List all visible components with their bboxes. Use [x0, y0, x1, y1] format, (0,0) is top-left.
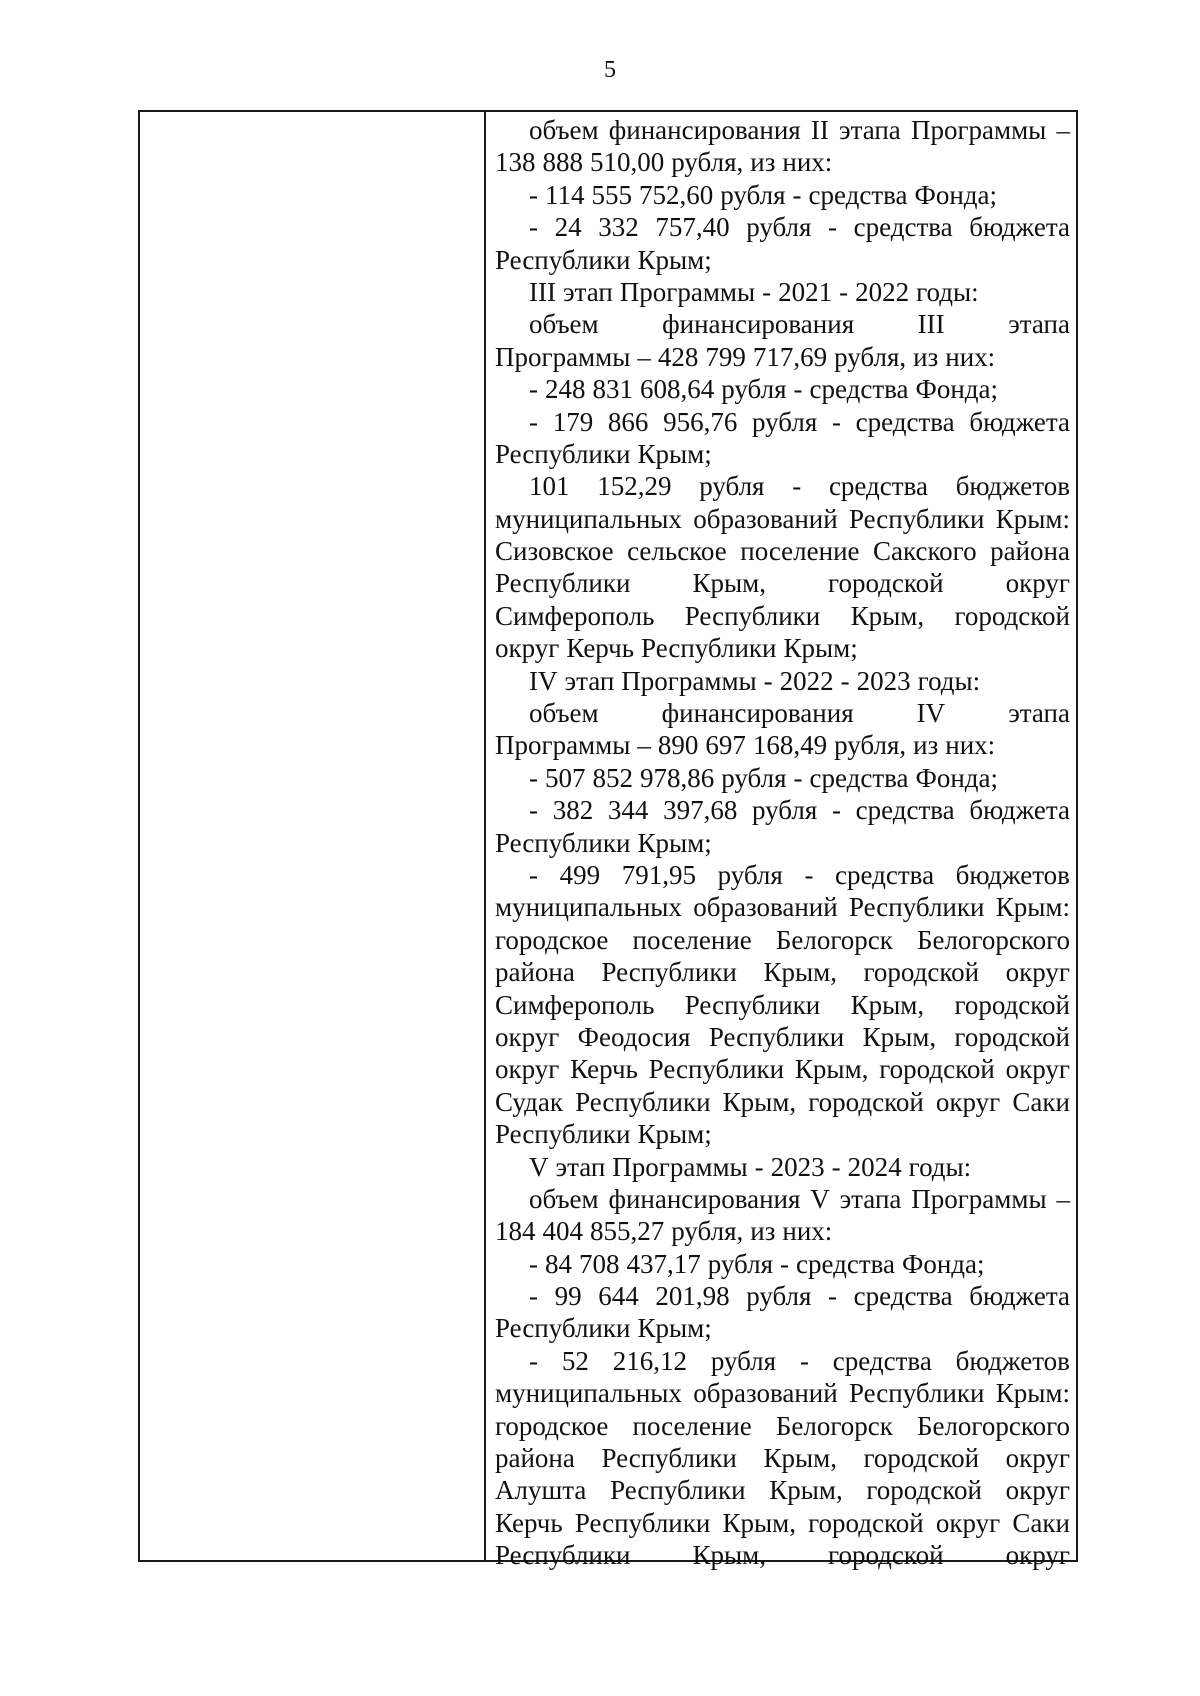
text-line: муниципальных образований Республики Крым:: [495, 503, 1070, 534]
text-line: - 84 708 437,17 рубля - средства Фонда;: [529, 1248, 985, 1279]
text-line: - 382 344 397,68 рубля - средства бюджета: [529, 795, 1070, 826]
text-line: - 248 831 608,64 рубля - средства Фонда;: [529, 374, 999, 405]
text-line: объем финансирования V этапа Программы –: [529, 1183, 1070, 1214]
text-line: Республики Крым;: [495, 827, 712, 858]
text-line: объем финансирования II этапа Программы –: [529, 115, 1070, 145]
text-line: округ Керчь Республики Крым, городской округ: [495, 1054, 1070, 1085]
text-line: округ Феодосия Республики Крым, городской: [495, 1021, 1070, 1052]
text-line: Республики Крым;: [495, 1119, 712, 1150]
text-line: городское поселение Белогорск Белогорского: [495, 924, 1070, 955]
text-line: муниципальных образований Республики Крым:: [495, 892, 1070, 923]
text-line: объем финансирования IV этапа: [529, 698, 1070, 729]
text-line: Республики Крым;: [495, 244, 712, 275]
column-divider: [484, 112, 486, 1560]
text-line: Сизовское сельское поселение Сакского района: [495, 536, 1070, 567]
text-line: района Республики Крым, городской округ: [495, 1443, 1070, 1474]
page-number: 5: [604, 57, 616, 83]
table-cell-right: [495, 114, 1070, 1572]
program-table: [138, 110, 1078, 1571]
text-line: - 179 866 956,76 рубля - средства бюджета: [529, 406, 1070, 437]
text-line: - 99 644 201,98 рубля - средства бюджета: [529, 1281, 1070, 1312]
text-line: Судак Республики Крым, городской округ Саки: [495, 1086, 1070, 1117]
text-line: Республики Крым, городской округ: [495, 568, 1070, 599]
text-line: района Республики Крым, городской округ: [495, 957, 1070, 988]
text-line: Программы – 428 799 717,69 рубля, из них:: [495, 341, 996, 372]
text-line: городское поселение Белогорск Белогорского: [495, 1410, 1070, 1441]
text-line: V этап Программы - 2023 - 2024 годы:: [529, 1151, 972, 1182]
table-cell-left: [140, 112, 484, 1560]
text-line: Симферополь Республики Крым, городской: [495, 989, 1070, 1020]
text-line: Алушта Республики Крым, городской округ: [495, 1475, 1070, 1506]
text-line: III этап Программы - 2021 - 2022 годы:: [529, 276, 979, 307]
text-line: Республики Крым;: [495, 1313, 712, 1344]
text-line: IV этап Программы - 2022 - 2023 годы:: [529, 665, 981, 696]
text-line: - 24 332 757,40 рубля - средства бюджета: [529, 212, 1070, 243]
text-line: объем финансирования III этапа: [529, 309, 1070, 340]
text-line: 101 152,29 рубля - средства бюджетов: [529, 471, 1070, 502]
text-line: Симферополь Республики Крым, городской: [495, 600, 1070, 631]
text-line: муниципальных образований Республики Крым:: [495, 1378, 1070, 1409]
text-line: Республики Крым, городской округ: [495, 1540, 1070, 1571]
text-line: Керчь Республики Крым, городской округ Саки: [495, 1507, 1070, 1538]
text-line: Программы – 890 697 168,49 рубля, из них:: [495, 730, 996, 761]
text-line: 184 404 855,27 рубля, из них:: [495, 1216, 833, 1247]
text-line: - 507 852 978,86 рубля - средства Фонда;: [529, 762, 999, 793]
text-line: 138 888 510,00 рубля, из них:: [495, 147, 833, 178]
text-line: округ Керчь Республики Крым;: [495, 633, 858, 664]
text-line: - 52 216,12 рубля - средства бюджетов: [529, 1345, 1070, 1376]
text-line: Республики Крым;: [495, 438, 712, 469]
text-line: - 499 791,95 рубля - средства бюджетов: [529, 859, 1070, 890]
text-line: - 114 555 752,60 рубля - средства Фонда;: [529, 179, 998, 210]
